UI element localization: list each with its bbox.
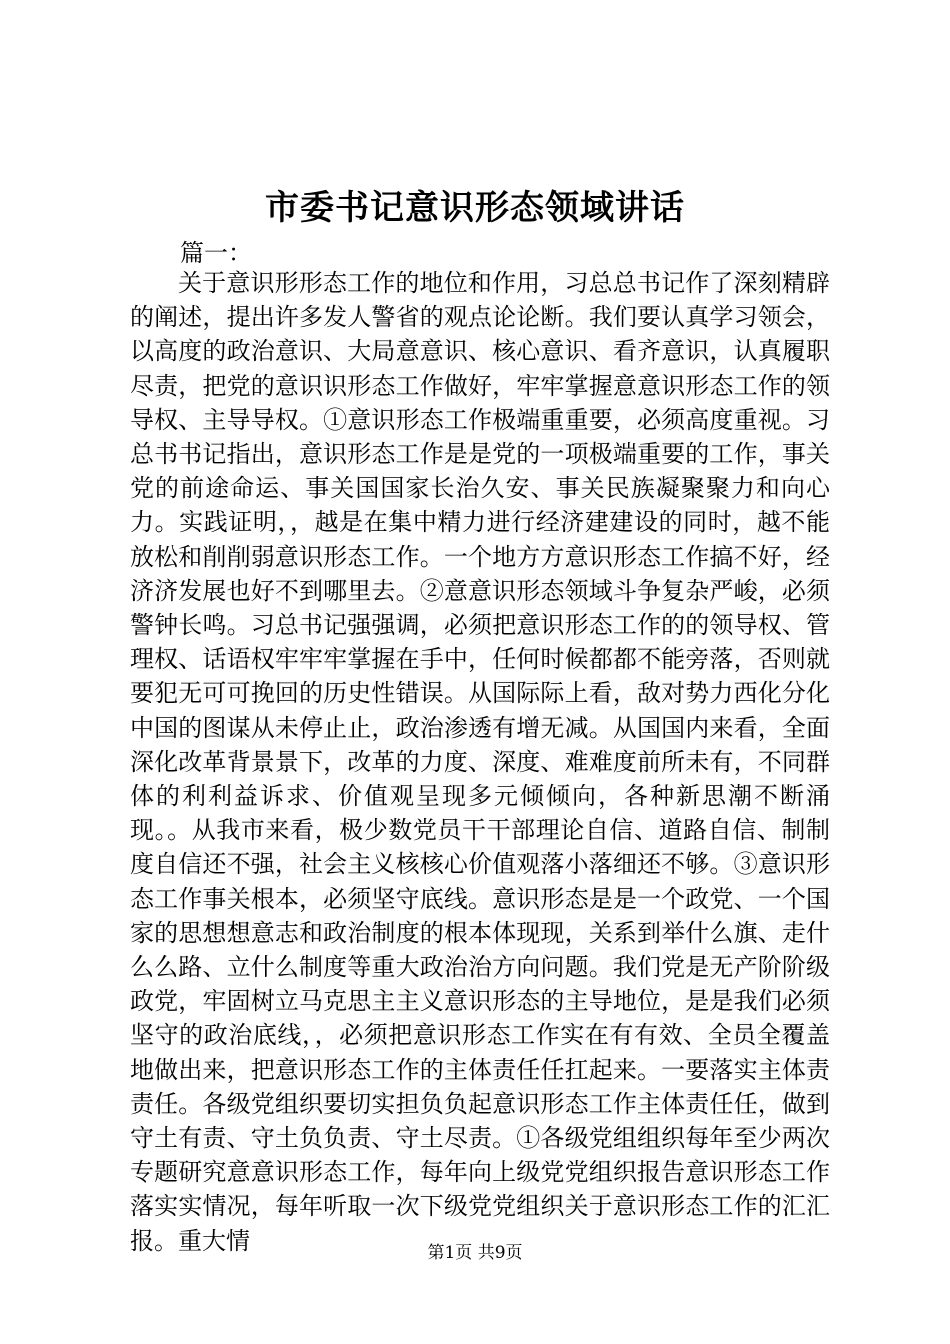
document-title: 市委书记意识形态领域讲话 [265, 188, 685, 228]
body-paragraph: 关于意识形形态工作的地位和作用，习总总书记作了深刻精辟的阐述，提出许多发人警省的观点论论断。我们要认真学习领会，以高度的政治意识、大局意意识、核心意识、看齐意识，认真履职尽责，把党的意识识形态工作做好，牢牢掌握意意识形态工作的领导权、主导导权。①意识形态工作极端重重要，必须高度重视。习总书书记指出，意识形态工作是是党的一项极端重要的工作，事关党的前途命运、事关国国家长治久安、事关民族凝聚聚力和向心力。实践证明，，越是在集中精力进行经济建建设的同时，越不能放松和削削弱意识形态工作。一个地方方意识形态工作搞不好，经济济发展也好不到哪里去。②意意识形态领域斗争复杂严峻，必须警钟长鸣。习总书记强强调，必须把意识形态工作的的领导权、管理权、话语权牢牢牢掌握在手中，任何时候都都不能旁落，否则就要犯无可可挽回的历史性错误。从国际际上看，敌对势力西化分化中国的图谋从未停止止，政治渗透有增无减。从国国内来看，全面深化改革背景景下，改革的力度、深度、难难度前所未有，不同群体的利利益诉求、价值观呈现多元倾倾向，各种新思潮不断涌现。。从我市来看，极少数党员干干部理论自信、道路自信、制制度自信还不强，社会主义核核心价值观落小落细还不够。③意识形态工作事关根本，必须坚守底线。意识形态是是一个政党、一个国家的思想想意志和政治制度的根本体现现，关系到举什么旗、走什么么路、立什么制度等重大政治治方向问题。我们党是无产阶阶级政党，牢固树立马克思主主义意识形态的主导地位，是是我们必须坚守的政治底线，，必须把意识形态工作实在有有效、全员全覆盖地做出来，把意识形态工作的主体责任任扛起来。一要落实主体责责任。各级党组织要切实担负负起意识形态工作主体责任任，做到守土有责、守土负负责、守土尽责。①各级党组组织每年至少两次专题研究意意识形态工作，每年向上级党党组织报告意识形态工作落实实情况，每年听取一次下级党党组织关于意识形态工作的汇汇报。重大情 [130, 269, 830, 1255]
page-footer: 第1页 共9页 [427, 1243, 523, 1263]
section-label: 篇一： [180, 239, 252, 267]
